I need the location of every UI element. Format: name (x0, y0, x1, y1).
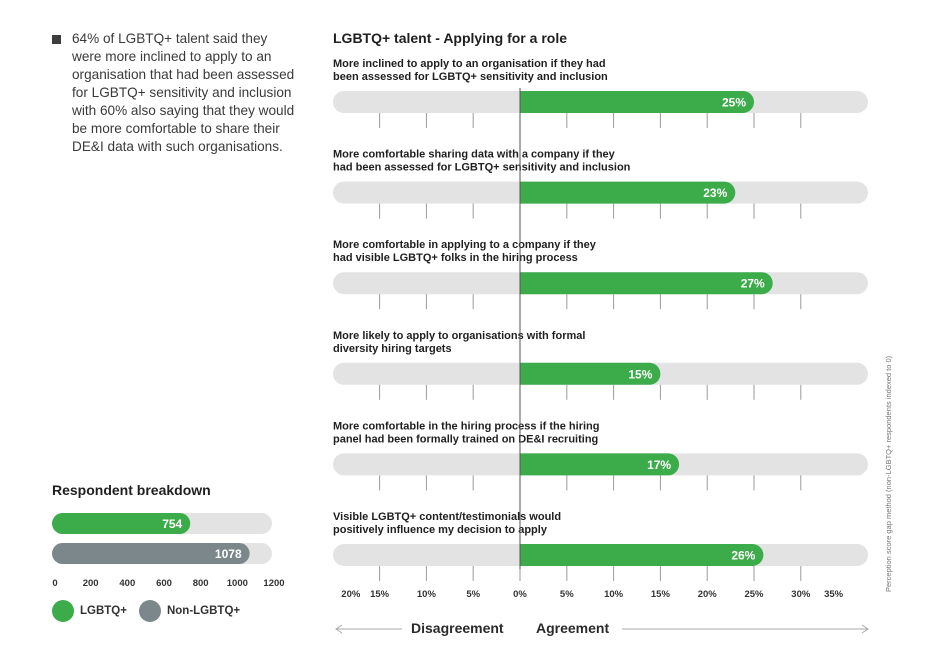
respondent-legend (52, 600, 252, 622)
applying-for-role-chart (330, 50, 890, 610)
respondent-tick-label-7: 1200 (263, 578, 285, 588)
respondent-tick-label-5: 800 (192, 578, 209, 588)
bar-value-label-3: 27% (740, 276, 765, 291)
axis-tick-label-8: 15% (650, 589, 670, 600)
axis-tick-label-7: 10% (604, 589, 624, 600)
right-arrow-icon (622, 625, 868, 633)
legend-item-lgbtq (52, 600, 127, 622)
respondent-breakdown-title: Respondent breakdown (52, 482, 211, 498)
axis-tick-label-10: 25% (744, 589, 764, 600)
category-label-5-line-2: panel had been formally trained on DE&I recruiting (333, 433, 599, 446)
bar-value-label-4: 15% (628, 367, 653, 382)
bar-value-6 (520, 544, 763, 566)
respondent-value-label-2: 1078 (214, 547, 242, 561)
category-label-3-line-2: had visible LGBTQ+ folks in the hiring process (333, 252, 578, 265)
category-label-4-line-1: More likely to apply to organisations with formal (333, 329, 586, 342)
category-label-1-line-1: More inclined to apply to an organisation if they had (333, 58, 606, 70)
legend-gray-dot-icon (139, 600, 161, 622)
legend-label-lgbtq: LGBTQ+ (80, 605, 127, 617)
category-label-3-line-1: More comfortable in applying to a company if they (333, 239, 596, 252)
axis-tick-label-12: 35% (824, 589, 844, 600)
bar-value-3 (520, 272, 773, 294)
bar-value-1 (520, 91, 754, 113)
bar-value-label-6: 26% (731, 548, 756, 563)
respondent-tick-label-3: 400 (119, 578, 136, 588)
chart-title: LGBTQ+ talent - Applying for a role (333, 30, 567, 46)
category-label-2-line-1: More comfortable sharing data with a company if they (333, 148, 615, 161)
category-label-5-line-1: More comfortable in the hiring process if the hiring (333, 420, 600, 433)
bullet-square-icon (52, 35, 61, 44)
axis-tick-label-2: 15% (370, 589, 390, 600)
legend-item-non-lgbtq (139, 600, 240, 622)
legend-green-dot-icon (52, 600, 74, 622)
category-label-4-line-2: diversity hiring targets (333, 342, 452, 355)
bar-value-label-2: 23% (703, 186, 728, 201)
axis-tick-label-9: 20% (697, 589, 717, 600)
respondent-tick-label-6: 1000 (226, 578, 248, 588)
bar-value-label-1: 25% (721, 95, 746, 110)
category-label-1-line-2: been assessed for LGBTQ+ sensitivity and inclusion (333, 71, 608, 83)
axis-tick-label-4: 5% (466, 589, 481, 600)
bar-value-label-5: 17% (647, 457, 672, 472)
respondent-value-label-1: 754 (162, 517, 183, 531)
axis-tick-label-1: 20% (341, 589, 361, 600)
axis-tick-label-11: 30% (791, 589, 811, 600)
direction-arrows (330, 622, 890, 638)
respondent-tick-label-4: 600 (156, 578, 172, 588)
category-label-2-line-2: had been assessed for LGBTQ+ sensitivity and inclusion (333, 161, 631, 174)
disagreement-label: Disagreement (411, 620, 504, 636)
legend-label-non-lgbtq: Non-LGBTQ+ (166, 605, 241, 617)
axis-tick-label-3: 10% (416, 589, 436, 600)
agreement-label: Agreement (536, 620, 610, 636)
axis-tick-label-5: 0% (513, 589, 527, 600)
left-arrow-icon (336, 625, 402, 633)
axis-tick-label-6: 5% (559, 589, 574, 600)
category-label-6-line-1: Visible LGBTQ+ content/testimonials would (333, 511, 562, 523)
category-label-6-line-2: positively influence my decision to apply (333, 524, 547, 536)
respondent-tick-label-2: 200 (82, 578, 99, 588)
intro-text: 64% of LGBTQ+ talent said they were more inclined to apply to an organisation that had been assessed for LGBTQ+ sensitivity and inclusion with 60% also saying that they would be more comfortable to share their DE&I data with such organisations. (72, 31, 295, 154)
respondent-breakdown-chart (48, 508, 288, 588)
respondent-tick-label-1: 0 (52, 578, 58, 588)
intro-text-block (52, 30, 297, 156)
side-note: Perception score gap method (non-LGBTQ+ respondents indexed to 0) (884, 355, 893, 592)
